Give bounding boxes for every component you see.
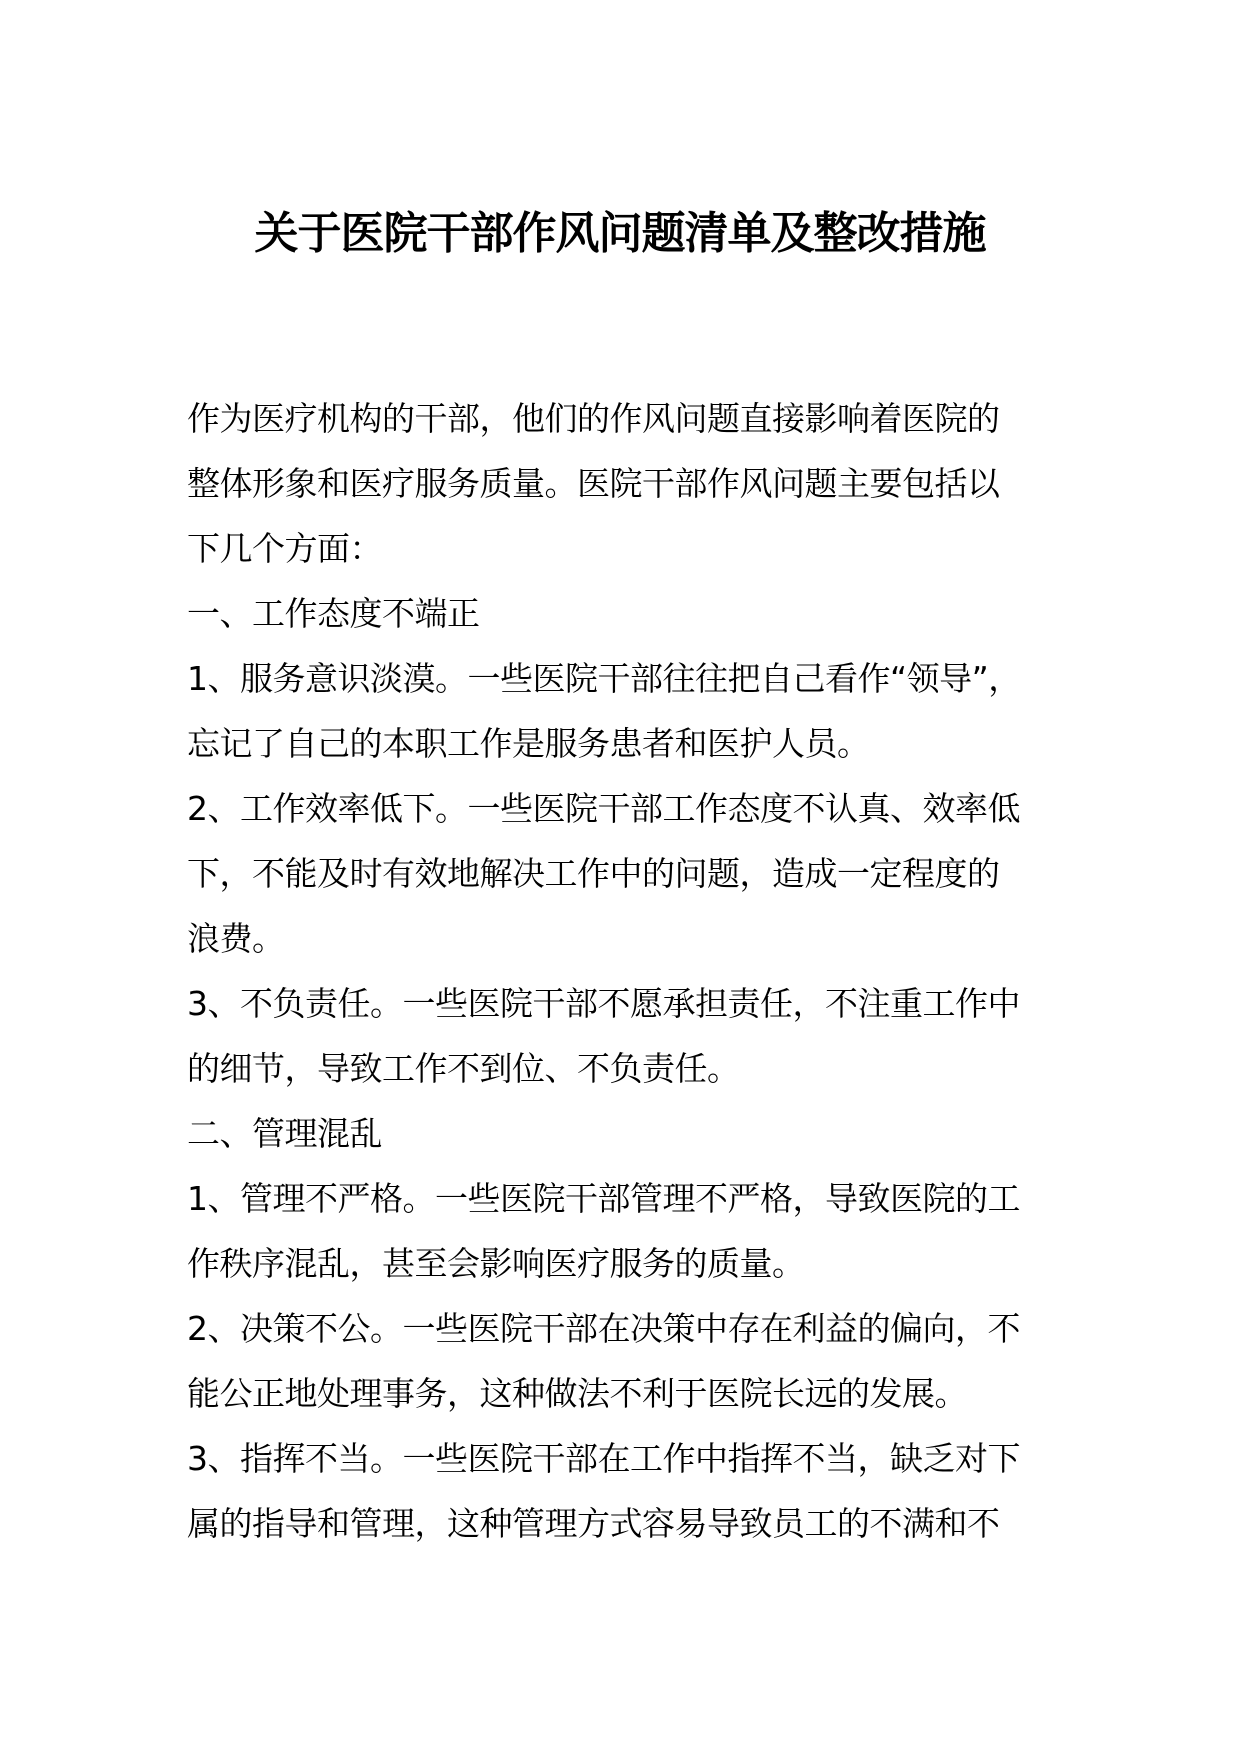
body-line: 整体形象和医疗服务质量。医院干部作风问题主要包括以 [187,464,1000,503]
body-line: 下，不能及时有效地解决工作中的问题，造成一定程度的 [187,854,1000,893]
body-line: 2、决策不公。一些医院干部在决策中存在利益的偏向，不 [187,1309,1020,1348]
body-line: 忘记了自己的本职工作是服务患者和医护人员。 [187,724,870,763]
body-line: 1、管理不严格。一些医院干部管理不严格，导致医院的工 [187,1179,1020,1218]
body-line: 1、服务意识淡漠。一些医院干部往往把自己看作“领导”， [187,659,1021,698]
body-line: 作秩序混乱，甚至会影响医疗服务的质量。 [187,1244,805,1283]
body-line: 作为医疗机构的干部，他们的作风问题直接影响着医院的 [187,399,1000,438]
section-heading-management: 二、管理混乱 [187,1114,382,1153]
document-title: 关于医院干部作风问题清单及整改措施 [254,208,986,259]
document-body [187,386,1067,1556]
body-line: 能公正地处理事务，这种做法不利于医院长远的发展。 [187,1374,967,1413]
body-line: 浪费。 [187,919,285,958]
section-heading-work-attitude: 一、工作态度不端正 [187,594,480,633]
body-line: 3、指挥不当。一些医院干部在工作中指挥不当，缺乏对下 [187,1439,1020,1478]
body-line: 的细节，导致工作不到位、不负责任。 [187,1049,740,1088]
body-line: 下几个方面： [187,529,382,568]
body-line: 2、工作效率低下。一些医院干部工作态度不认真、效率低 [187,789,1020,828]
body-line: 3、不负责任。一些医院干部不愿承担责任，不注重工作中 [187,984,1020,1023]
body-line: 属的指导和管理，这种管理方式容易导致员工的不满和不 [187,1504,1000,1543]
